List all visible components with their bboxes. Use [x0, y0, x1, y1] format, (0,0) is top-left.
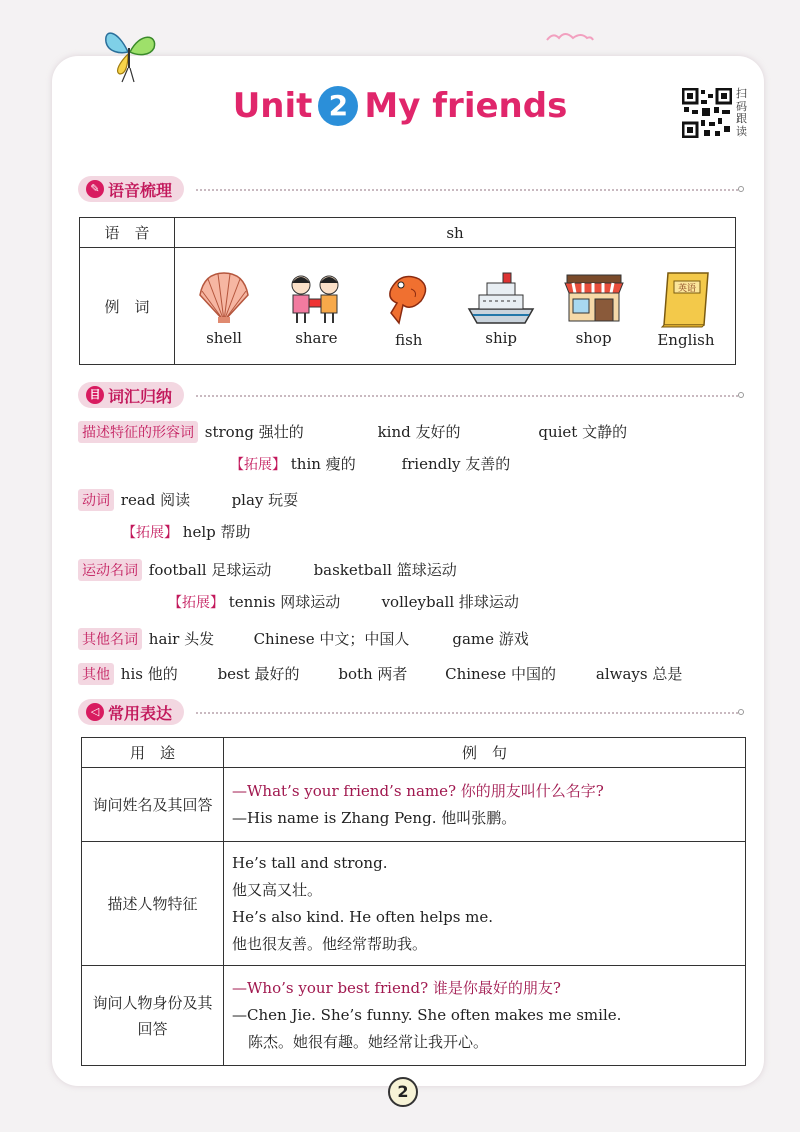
book-cover-label: 英语	[677, 284, 696, 294]
divider	[196, 395, 738, 397]
example-cell	[224, 768, 746, 842]
word-label: ship	[485, 329, 518, 347]
shell-icon	[194, 269, 254, 327]
title-unit: Unit	[232, 86, 313, 126]
vocab-word: Chinese 中文；中国人	[253, 630, 410, 648]
shop-icon	[561, 269, 627, 327]
vocab-other-nouns	[78, 628, 529, 650]
qr-label-char: 读	[736, 124, 747, 138]
phonics-table	[79, 217, 736, 365]
title-topic: My friends	[364, 86, 568, 126]
section-title: 语音梳理	[108, 180, 173, 200]
table-row	[82, 842, 746, 966]
table-row	[82, 966, 746, 1066]
example-line: —Chen Jie. She’s funny. She often makes me smile.	[232, 1006, 622, 1024]
use-cell: 描述人物特征	[82, 842, 224, 966]
unit-number-badge: 2	[318, 86, 358, 126]
word-label: share	[295, 329, 338, 347]
page-number: 2	[388, 1077, 418, 1107]
qr-label-char: 跟	[736, 112, 747, 125]
category-tag: 其他名词	[78, 628, 142, 650]
word-fish	[370, 263, 448, 349]
example-line: He’s also kind. He often helps me.	[232, 907, 494, 926]
qr-label	[736, 88, 752, 138]
vocab-adjectives	[78, 421, 627, 443]
example-line: 陈杰。她很有趣。她经常让我开心。	[248, 1033, 489, 1051]
divider	[196, 712, 738, 714]
phonics-row-label: 语 音	[80, 218, 175, 248]
section-title: 常用表达	[108, 703, 173, 723]
vocab-adjectives-extension	[230, 453, 510, 474]
vocab-word: football 足球运动	[148, 561, 272, 579]
qr-code-icon[interactable]	[682, 88, 732, 138]
vocab-sports-extension	[168, 591, 519, 612]
section-title: 词汇归纳	[108, 386, 173, 406]
use-cell: 询问人物身份及其回答	[82, 966, 224, 1066]
vocab-word: his 他的	[120, 665, 178, 683]
vocab-others	[78, 663, 682, 685]
vocab-word: always 总是	[595, 665, 683, 683]
example-words-cell	[175, 248, 736, 365]
speaker-icon: ◁	[86, 703, 104, 721]
word-label: shop	[575, 329, 612, 347]
vocab-word: friendly 友善的	[401, 455, 511, 473]
qr-label-char: 扫	[736, 87, 747, 100]
vocab-word: game 游戏	[452, 630, 529, 648]
extension-label: 【拓展】	[168, 595, 224, 611]
vocab-word: Chinese 中国的	[445, 665, 556, 683]
category-tag: 描述特征的形容词	[78, 421, 198, 443]
butterfly-icon	[100, 22, 160, 84]
divider-end-dot	[738, 186, 744, 192]
section-header-expressions	[78, 699, 184, 725]
word-shop	[555, 263, 633, 349]
english-book-icon	[656, 269, 716, 329]
extension-label: 【拓展】	[122, 525, 178, 541]
example-line: He’s tall and strong.	[232, 853, 388, 872]
page-title	[0, 86, 800, 126]
example-line: —Who’s your best friend? 谁是你最好的朋友?	[232, 979, 561, 997]
children-sharing-icon	[281, 269, 351, 327]
cloud-decoration	[545, 28, 595, 44]
word-share	[277, 263, 355, 349]
divider	[196, 189, 738, 191]
example-cell	[224, 842, 746, 966]
section-header-vocab	[78, 382, 184, 408]
word-english	[647, 263, 725, 349]
fish-icon	[381, 269, 437, 329]
example-line: —What’s your friend’s name? 你的朋友叫什么名字?	[232, 781, 604, 800]
vocab-word: both 两者	[338, 665, 408, 683]
category-tag: 运动名词	[78, 559, 142, 581]
divider-end-dot	[738, 709, 744, 715]
word-shell	[185, 263, 263, 349]
section-pill	[78, 382, 184, 408]
section-pill	[78, 699, 184, 725]
vocab-word: volleyball 排球运动	[381, 593, 519, 611]
vocab-word: kind 友好的	[377, 423, 461, 441]
use-cell: 询问姓名及其回答	[82, 768, 224, 842]
word-label: fish	[395, 331, 423, 349]
vocab-word: best 最好的	[217, 665, 300, 683]
vocab-word: basketball 篮球运动	[313, 561, 457, 579]
ship-icon	[465, 269, 537, 327]
vocab-word: help 帮助	[182, 523, 251, 541]
example-line: 他又高又壮。	[232, 880, 323, 899]
example-cell	[224, 966, 746, 1066]
phonics-sound: sh	[175, 218, 736, 248]
word-label: English	[657, 331, 715, 349]
microphone-icon: ✎	[86, 180, 104, 198]
example-row-label: 例 词	[80, 248, 175, 365]
vocab-word: play 玩耍	[231, 491, 299, 509]
column-header-use: 用 途	[82, 738, 224, 768]
section-header-phonics	[78, 176, 184, 202]
category-tag: 其他	[78, 663, 114, 685]
vocab-word: quiet 文静的	[538, 423, 628, 441]
vocab-verbs	[78, 489, 298, 511]
category-tag: 动词	[78, 489, 114, 511]
qr-label-char: 码	[736, 99, 747, 113]
word-label: shell	[206, 329, 242, 347]
expressions-table	[81, 737, 746, 1066]
vocab-word: tennis 网球运动	[228, 593, 341, 611]
document-icon: 目	[86, 386, 104, 404]
extension-label: 【拓展】	[230, 457, 286, 473]
vocab-verbs-extension	[122, 521, 251, 542]
word-ship	[462, 263, 540, 349]
example-line: 他也很友善。他经常帮助我。	[232, 934, 428, 953]
vocab-word: hair 头发	[148, 630, 215, 648]
vocab-word: strong 强壮的	[204, 423, 304, 441]
example-line: —His name is Zhang Peng. 他叫张鹏。	[232, 808, 517, 827]
table-row	[82, 768, 746, 842]
vocab-word: read 阅读	[120, 491, 191, 509]
column-header-example: 例 句	[224, 738, 746, 768]
section-pill	[78, 176, 184, 202]
divider-end-dot	[738, 392, 744, 398]
vocab-sports	[78, 559, 457, 581]
vocab-word: thin 瘦的	[290, 455, 356, 473]
